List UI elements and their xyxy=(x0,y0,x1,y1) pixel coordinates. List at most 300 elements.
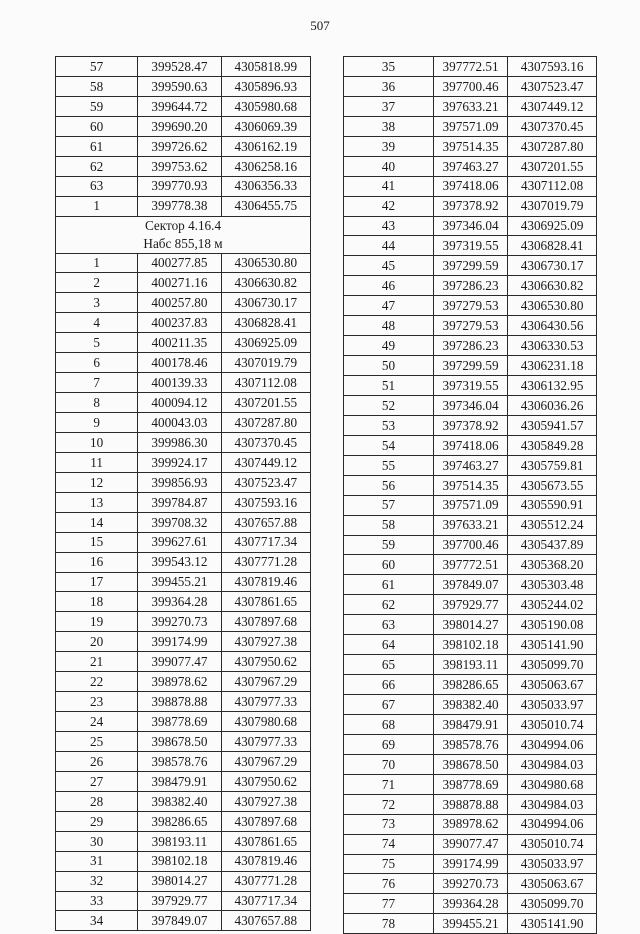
y-coordinate-cell: 4304994.06 xyxy=(508,814,597,834)
x-coordinate-cell: 398102.18 xyxy=(433,635,507,655)
x-coordinate-cell: 398678.50 xyxy=(138,732,221,752)
table-row xyxy=(344,336,597,356)
point-number-cell: 64 xyxy=(344,635,434,655)
x-coordinate-cell: 399174.99 xyxy=(138,632,221,652)
table-row xyxy=(56,76,311,96)
x-coordinate-cell: 399528.47 xyxy=(138,57,221,77)
table-row xyxy=(56,313,311,333)
x-coordinate-cell: 397418.06 xyxy=(433,176,507,196)
point-number-cell: 68 xyxy=(344,714,434,734)
y-coordinate-cell: 4306356.33 xyxy=(221,176,310,196)
table-row xyxy=(344,575,597,595)
table-row xyxy=(344,854,597,874)
x-coordinate-cell: 399543.12 xyxy=(138,552,221,572)
table-row xyxy=(56,771,311,791)
y-coordinate-cell: 4307861.65 xyxy=(221,592,310,612)
y-coordinate-cell: 4307112.08 xyxy=(508,176,597,196)
x-coordinate-cell: 397346.04 xyxy=(433,395,507,415)
table-row xyxy=(344,256,597,276)
table-row xyxy=(344,435,597,455)
y-coordinate-cell: 4305849.28 xyxy=(508,435,597,455)
table-row xyxy=(344,156,597,176)
table-row xyxy=(344,395,597,415)
point-number-cell: 17 xyxy=(56,572,138,592)
point-number-cell: 10 xyxy=(56,432,138,452)
x-coordinate-cell: 399455.21 xyxy=(138,572,221,592)
y-coordinate-cell: 4304984.03 xyxy=(508,794,597,814)
x-coordinate-cell: 399726.62 xyxy=(138,136,221,156)
x-coordinate-cell: 398382.40 xyxy=(138,791,221,811)
x-coordinate-cell: 400257.80 xyxy=(138,293,221,313)
table-row xyxy=(344,495,597,515)
y-coordinate-cell: 4307201.55 xyxy=(221,393,310,413)
table-row xyxy=(344,834,597,854)
point-number-cell: 72 xyxy=(344,794,434,814)
section-header-cell xyxy=(56,216,311,253)
x-coordinate-cell: 399778.38 xyxy=(138,196,221,216)
table-row xyxy=(344,814,597,834)
point-number-cell: 61 xyxy=(56,136,138,156)
x-coordinate-cell: 398878.88 xyxy=(433,794,507,814)
table-row xyxy=(56,156,311,176)
table-row xyxy=(56,712,311,732)
y-coordinate-cell: 4305010.74 xyxy=(508,714,597,734)
x-coordinate-cell: 400094.12 xyxy=(138,393,221,413)
x-coordinate-cell: 397633.21 xyxy=(433,96,507,116)
point-number-cell: 66 xyxy=(344,675,434,695)
table-row xyxy=(56,96,311,116)
x-coordinate-cell: 398778.69 xyxy=(138,712,221,732)
y-coordinate-cell: 4307771.28 xyxy=(221,871,310,891)
x-coordinate-cell: 400277.85 xyxy=(138,253,221,273)
point-number-cell: 62 xyxy=(344,595,434,615)
table-row xyxy=(56,751,311,771)
point-number-cell: 36 xyxy=(344,76,434,96)
x-coordinate-cell: 397571.09 xyxy=(433,116,507,136)
table-row xyxy=(344,535,597,555)
table-row xyxy=(344,455,597,475)
point-number-cell: 73 xyxy=(344,814,434,834)
x-coordinate-cell: 397299.59 xyxy=(433,356,507,376)
x-coordinate-cell: 397299.59 xyxy=(433,256,507,276)
y-coordinate-cell: 4307967.29 xyxy=(221,751,310,771)
point-number-cell: 59 xyxy=(56,96,138,116)
x-coordinate-cell: 397633.21 xyxy=(433,515,507,535)
x-coordinate-cell: 397929.77 xyxy=(138,891,221,911)
x-coordinate-cell: 399590.63 xyxy=(138,76,221,96)
y-coordinate-cell: 4307370.45 xyxy=(221,432,310,452)
table-body-left-lower xyxy=(56,253,311,931)
x-coordinate-cell: 399364.28 xyxy=(433,894,507,914)
point-number-cell: 41 xyxy=(344,176,434,196)
point-number-cell: 70 xyxy=(344,754,434,774)
y-coordinate-cell: 4306330.53 xyxy=(508,336,597,356)
y-coordinate-cell: 4306258.16 xyxy=(221,156,310,176)
point-number-cell: 2 xyxy=(56,273,138,293)
table-row xyxy=(56,492,311,512)
table-row xyxy=(56,353,311,373)
table-row xyxy=(56,871,311,891)
table-row xyxy=(56,911,311,931)
point-number-cell: 3 xyxy=(56,293,138,313)
y-coordinate-cell: 4307449.12 xyxy=(508,96,597,116)
x-coordinate-cell: 397849.07 xyxy=(433,575,507,595)
y-coordinate-cell: 4307950.62 xyxy=(221,652,310,672)
table-row xyxy=(56,851,311,871)
x-coordinate-cell: 399770.93 xyxy=(138,176,221,196)
table-body-right xyxy=(344,57,597,934)
x-coordinate-cell: 397463.27 xyxy=(433,455,507,475)
table-row xyxy=(56,572,311,592)
point-number-cell: 5 xyxy=(56,333,138,353)
y-coordinate-cell: 4305980.68 xyxy=(221,96,310,116)
y-coordinate-cell: 4305818.99 xyxy=(221,57,310,77)
point-number-cell: 60 xyxy=(344,555,434,575)
table-row xyxy=(56,592,311,612)
point-number-cell: 76 xyxy=(344,874,434,894)
point-number-cell: 4 xyxy=(56,313,138,333)
x-coordinate-cell: 398102.18 xyxy=(138,851,221,871)
y-coordinate-cell: 4307593.16 xyxy=(221,492,310,512)
y-coordinate-cell: 4307019.79 xyxy=(508,196,597,216)
x-coordinate-cell: 397772.51 xyxy=(433,57,507,77)
x-coordinate-cell: 397463.27 xyxy=(433,156,507,176)
x-coordinate-cell: 398878.88 xyxy=(138,692,221,712)
point-number-cell: 55 xyxy=(344,455,434,475)
point-number-cell: 71 xyxy=(344,774,434,794)
y-coordinate-cell: 4307287.80 xyxy=(221,413,310,433)
point-number-cell: 38 xyxy=(344,116,434,136)
y-coordinate-cell: 4305673.55 xyxy=(508,475,597,495)
table-row xyxy=(56,452,311,472)
point-number-cell: 49 xyxy=(344,336,434,356)
table-row xyxy=(56,57,311,77)
y-coordinate-cell: 4307593.16 xyxy=(508,57,597,77)
point-number-cell: 34 xyxy=(56,911,138,931)
y-coordinate-cell: 4304980.68 xyxy=(508,774,597,794)
table-row xyxy=(56,373,311,393)
table-row xyxy=(56,652,311,672)
point-number-cell: 58 xyxy=(56,76,138,96)
y-coordinate-cell: 4306036.26 xyxy=(508,395,597,415)
table-row xyxy=(344,196,597,216)
point-number-cell: 29 xyxy=(56,811,138,831)
x-coordinate-cell: 400043.03 xyxy=(138,413,221,433)
x-coordinate-cell: 399644.72 xyxy=(138,96,221,116)
table-row xyxy=(56,196,311,216)
table-row xyxy=(56,672,311,692)
y-coordinate-cell: 4305063.67 xyxy=(508,675,597,695)
x-coordinate-cell: 397279.53 xyxy=(433,316,507,336)
x-coordinate-cell: 400178.46 xyxy=(138,353,221,373)
x-coordinate-cell: 397772.51 xyxy=(433,555,507,575)
x-coordinate-cell: 397346.04 xyxy=(433,216,507,236)
table-row xyxy=(344,116,597,136)
x-coordinate-cell: 397514.35 xyxy=(433,475,507,495)
table-row xyxy=(344,515,597,535)
x-coordinate-cell: 400237.83 xyxy=(138,313,221,333)
x-coordinate-cell: 398193.11 xyxy=(138,831,221,851)
point-number-cell: 27 xyxy=(56,771,138,791)
table-row xyxy=(344,57,597,77)
point-number-cell: 7 xyxy=(56,373,138,393)
y-coordinate-cell: 4307927.38 xyxy=(221,791,310,811)
y-coordinate-cell: 4307523.47 xyxy=(221,472,310,492)
point-number-cell: 13 xyxy=(56,492,138,512)
table-row xyxy=(56,632,311,652)
table-row xyxy=(344,874,597,894)
point-number-cell: 25 xyxy=(56,732,138,752)
table-row xyxy=(56,791,311,811)
table-row xyxy=(344,176,597,196)
point-number-cell: 40 xyxy=(344,156,434,176)
y-coordinate-cell: 4307287.80 xyxy=(508,136,597,156)
point-number-cell: 78 xyxy=(344,914,434,934)
table-row xyxy=(344,754,597,774)
point-number-cell: 37 xyxy=(344,96,434,116)
point-number-cell: 32 xyxy=(56,871,138,891)
y-coordinate-cell: 4305512.24 xyxy=(508,515,597,535)
x-coordinate-cell: 398479.91 xyxy=(433,714,507,734)
point-number-cell: 39 xyxy=(344,136,434,156)
point-number-cell: 1 xyxy=(56,196,138,216)
y-coordinate-cell: 4307449.12 xyxy=(221,452,310,472)
section-header-row xyxy=(56,216,311,253)
y-coordinate-cell: 4307771.28 xyxy=(221,552,310,572)
x-coordinate-cell: 399174.99 xyxy=(433,854,507,874)
point-number-cell: 48 xyxy=(344,316,434,336)
table-row xyxy=(344,714,597,734)
y-coordinate-cell: 4307980.68 xyxy=(221,712,310,732)
point-number-cell: 52 xyxy=(344,395,434,415)
table-row xyxy=(344,96,597,116)
y-coordinate-cell: 4306231.18 xyxy=(508,356,597,376)
y-coordinate-cell: 4305141.90 xyxy=(508,914,597,934)
x-coordinate-cell: 398778.69 xyxy=(433,774,507,794)
x-coordinate-cell: 399455.21 xyxy=(433,914,507,934)
y-coordinate-cell: 4307819.46 xyxy=(221,572,310,592)
y-coordinate-cell: 4306455.75 xyxy=(221,196,310,216)
point-number-cell: 61 xyxy=(344,575,434,595)
point-number-cell: 12 xyxy=(56,472,138,492)
point-number-cell: 28 xyxy=(56,791,138,811)
point-number-cell: 58 xyxy=(344,515,434,535)
point-number-cell: 21 xyxy=(56,652,138,672)
y-coordinate-cell: 4306069.39 xyxy=(221,116,310,136)
table-row xyxy=(344,615,597,635)
x-coordinate-cell: 397378.92 xyxy=(433,415,507,435)
x-coordinate-cell: 400139.33 xyxy=(138,373,221,393)
point-number-cell: 26 xyxy=(56,751,138,771)
table-row xyxy=(344,316,597,336)
y-coordinate-cell: 4305590.91 xyxy=(508,495,597,515)
point-number-cell: 50 xyxy=(344,356,434,376)
point-number-cell: 75 xyxy=(344,854,434,874)
x-coordinate-cell: 400211.35 xyxy=(138,333,221,353)
point-number-cell: 47 xyxy=(344,296,434,316)
y-coordinate-cell: 4306730.17 xyxy=(221,293,310,313)
table-row xyxy=(344,734,597,754)
section-area: Набс 855,18 м xyxy=(143,235,223,251)
point-number-cell: 20 xyxy=(56,632,138,652)
y-coordinate-cell: 4305033.97 xyxy=(508,854,597,874)
x-coordinate-cell: 399924.17 xyxy=(138,452,221,472)
x-coordinate-cell: 398014.27 xyxy=(138,871,221,891)
x-coordinate-cell: 397700.46 xyxy=(433,76,507,96)
point-number-cell: 24 xyxy=(56,712,138,732)
x-coordinate-cell: 398014.27 xyxy=(433,615,507,635)
y-coordinate-cell: 4305141.90 xyxy=(508,635,597,655)
table-row xyxy=(56,532,311,552)
x-coordinate-cell: 397319.55 xyxy=(433,236,507,256)
y-coordinate-cell: 4307201.55 xyxy=(508,156,597,176)
x-coordinate-cell: 397378.92 xyxy=(433,196,507,216)
table-row xyxy=(56,413,311,433)
table-row xyxy=(344,635,597,655)
y-coordinate-cell: 4306828.41 xyxy=(221,313,310,333)
y-coordinate-cell: 4307861.65 xyxy=(221,831,310,851)
y-coordinate-cell: 4307657.88 xyxy=(221,512,310,532)
point-number-cell: 63 xyxy=(56,176,138,196)
y-coordinate-cell: 4305303.48 xyxy=(508,575,597,595)
table-row xyxy=(56,273,311,293)
y-coordinate-cell: 4304984.03 xyxy=(508,754,597,774)
table-row xyxy=(56,393,311,413)
table-row xyxy=(56,831,311,851)
point-number-cell: 30 xyxy=(56,831,138,851)
section-title: Сектор 4.16.4 xyxy=(144,217,222,233)
y-coordinate-cell: 4305099.70 xyxy=(508,655,597,675)
table-row xyxy=(56,512,311,532)
point-number-cell: 56 xyxy=(344,475,434,495)
point-number-cell: 65 xyxy=(344,655,434,675)
table-row xyxy=(56,136,311,156)
point-number-cell: 77 xyxy=(344,894,434,914)
y-coordinate-cell: 4305941.57 xyxy=(508,415,597,435)
y-coordinate-cell: 4307717.34 xyxy=(221,532,310,552)
table-row xyxy=(344,675,597,695)
y-coordinate-cell: 4306730.17 xyxy=(508,256,597,276)
point-number-cell: 18 xyxy=(56,592,138,612)
point-number-cell: 53 xyxy=(344,415,434,435)
x-coordinate-cell: 398479.91 xyxy=(138,771,221,791)
y-coordinate-cell: 4305033.97 xyxy=(508,695,597,715)
table-row xyxy=(56,552,311,572)
table-row xyxy=(56,293,311,313)
table-row xyxy=(344,296,597,316)
y-coordinate-cell: 4306530.80 xyxy=(221,253,310,273)
x-coordinate-cell: 398978.62 xyxy=(433,814,507,834)
point-number-cell: 69 xyxy=(344,734,434,754)
x-coordinate-cell: 397514.35 xyxy=(433,136,507,156)
table-row xyxy=(56,612,311,632)
x-coordinate-cell: 397849.07 xyxy=(138,911,221,931)
y-coordinate-cell: 4307370.45 xyxy=(508,116,597,136)
x-coordinate-cell: 398578.76 xyxy=(138,751,221,771)
x-coordinate-cell: 399364.28 xyxy=(138,592,221,612)
x-coordinate-cell: 399708.32 xyxy=(138,512,221,532)
table-row xyxy=(56,176,311,196)
y-coordinate-cell: 4305063.67 xyxy=(508,874,597,894)
x-coordinate-cell: 399753.62 xyxy=(138,156,221,176)
point-number-cell: 60 xyxy=(56,116,138,136)
point-number-cell: 67 xyxy=(344,695,434,715)
x-coordinate-cell: 398382.40 xyxy=(433,695,507,715)
point-number-cell: 62 xyxy=(56,156,138,176)
table-row xyxy=(344,475,597,495)
coordinates-table-left xyxy=(55,56,311,931)
point-number-cell: 63 xyxy=(344,615,434,635)
table-row xyxy=(344,236,597,256)
table-row xyxy=(56,692,311,712)
y-coordinate-cell: 4307977.33 xyxy=(221,732,310,752)
table-row xyxy=(344,415,597,435)
y-coordinate-cell: 4307967.29 xyxy=(221,672,310,692)
point-number-cell: 15 xyxy=(56,532,138,552)
y-coordinate-cell: 4306530.80 xyxy=(508,296,597,316)
y-coordinate-cell: 4306132.95 xyxy=(508,376,597,396)
y-coordinate-cell: 4307897.68 xyxy=(221,811,310,831)
point-number-cell: 6 xyxy=(56,353,138,373)
x-coordinate-cell: 399856.93 xyxy=(138,472,221,492)
x-coordinate-cell: 399627.61 xyxy=(138,532,221,552)
point-number-cell: 43 xyxy=(344,216,434,236)
x-coordinate-cell: 398193.11 xyxy=(433,655,507,675)
x-coordinate-cell: 400271.16 xyxy=(138,273,221,293)
y-coordinate-cell: 4305244.02 xyxy=(508,595,597,615)
point-number-cell: 19 xyxy=(56,612,138,632)
y-coordinate-cell: 4305437.89 xyxy=(508,535,597,555)
table-row xyxy=(56,732,311,752)
y-coordinate-cell: 4307019.79 xyxy=(221,353,310,373)
y-coordinate-cell: 4306828.41 xyxy=(508,236,597,256)
y-coordinate-cell: 4306925.09 xyxy=(221,333,310,353)
table-row xyxy=(344,894,597,914)
section-header-group xyxy=(56,216,311,253)
point-number-cell: 1 xyxy=(56,253,138,273)
y-coordinate-cell: 4305010.74 xyxy=(508,834,597,854)
y-coordinate-cell: 4305368.20 xyxy=(508,555,597,575)
x-coordinate-cell: 399784.87 xyxy=(138,492,221,512)
y-coordinate-cell: 4305099.70 xyxy=(508,894,597,914)
coordinates-table-right xyxy=(343,56,597,934)
x-coordinate-cell: 398978.62 xyxy=(138,672,221,692)
point-number-cell: 44 xyxy=(344,236,434,256)
y-coordinate-cell: 4307112.08 xyxy=(221,373,310,393)
y-coordinate-cell: 4305759.81 xyxy=(508,455,597,475)
y-coordinate-cell: 4306162.19 xyxy=(221,136,310,156)
x-coordinate-cell: 399270.73 xyxy=(138,612,221,632)
x-coordinate-cell: 397286.23 xyxy=(433,276,507,296)
x-coordinate-cell: 398286.65 xyxy=(138,811,221,831)
table-row xyxy=(344,216,597,236)
point-number-cell: 59 xyxy=(344,535,434,555)
y-coordinate-cell: 4307977.33 xyxy=(221,692,310,712)
table-row xyxy=(344,356,597,376)
page-number: 507 xyxy=(310,18,330,33)
y-coordinate-cell: 4304994.06 xyxy=(508,734,597,754)
x-coordinate-cell: 398578.76 xyxy=(433,734,507,754)
x-coordinate-cell: 399270.73 xyxy=(433,874,507,894)
x-coordinate-cell: 398286.65 xyxy=(433,675,507,695)
table-row xyxy=(56,891,311,911)
x-coordinate-cell: 399077.47 xyxy=(433,834,507,854)
point-number-cell: 8 xyxy=(56,393,138,413)
point-number-cell: 16 xyxy=(56,552,138,572)
point-number-cell: 35 xyxy=(344,57,434,77)
y-coordinate-cell: 4307819.46 xyxy=(221,851,310,871)
x-coordinate-cell: 397418.06 xyxy=(433,435,507,455)
